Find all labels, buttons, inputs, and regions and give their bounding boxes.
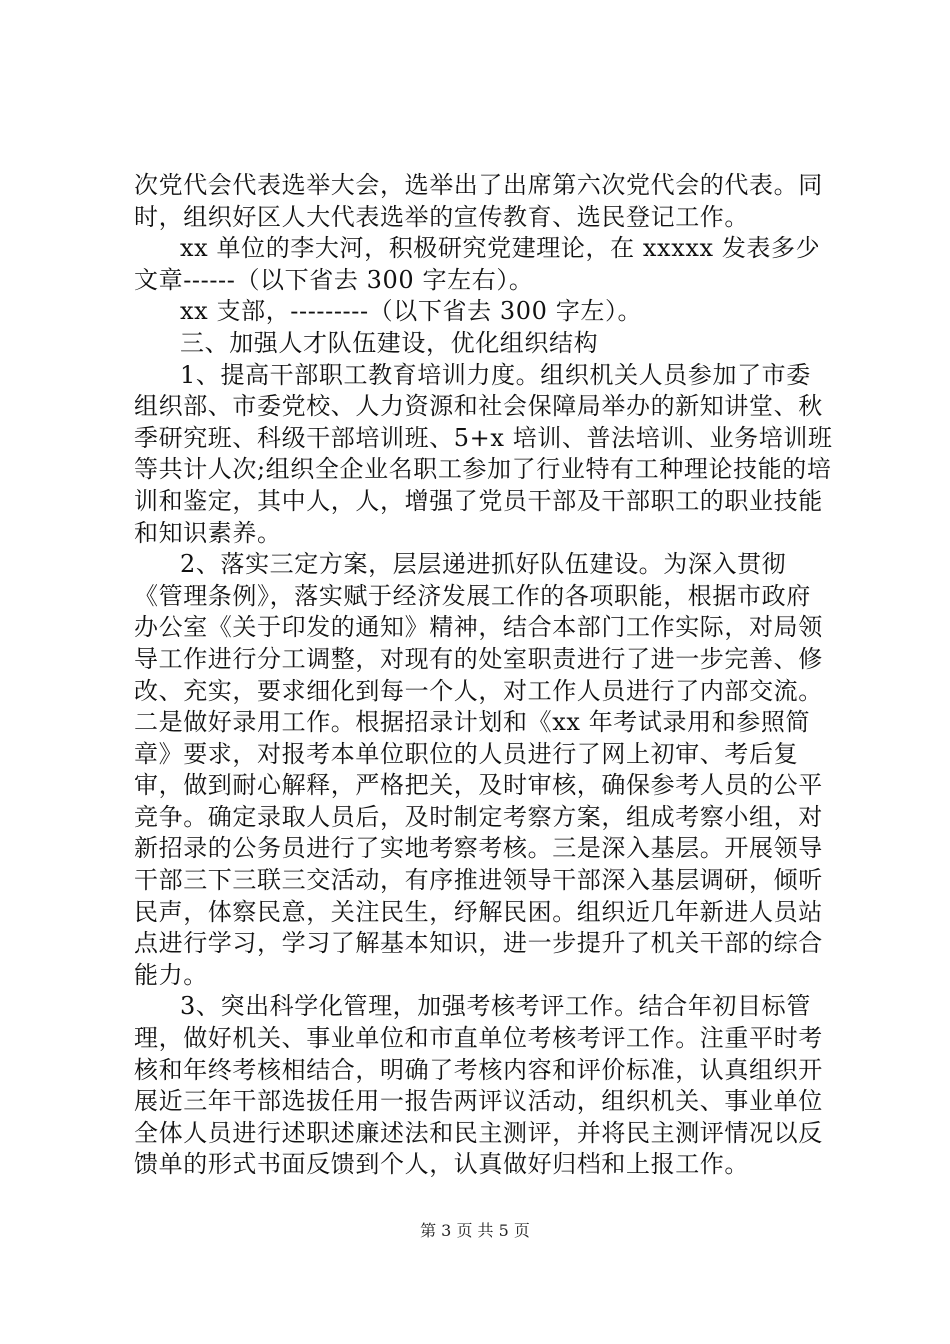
page-number-footer: 第 3 页 共 5 页 xyxy=(420,1221,530,1240)
paragraph-training: 1、提高干部职工教育培训力度。组织机关人员参加了市委组织部、市委党校、人力资源和社会保障局举办的新知讲堂、秋季研究班、科级干部培训班、5+x 培训、普法培训、业务培训班等共计人次;组织全企业名职工参加了行业特有工种理论技能的培训和鉴定，其中人，人，增强了党员干部及干部职工的职业技能和知识素养。 xyxy=(134,360,833,547)
paragraph-team-building: 2、落实三定方案，层层递进抓好队伍建设。为深入贯彻《管理条例》，落实赋于经济发展工作的各项职能，根据市政府办公室《关于印发的通知》精神，结合本部门工作实际，对局领导工作进行分工调整，对现有的处室职责进行了进一步完善、修改、充实，要求细化到每一个人，对工作人员进行了内部交流。二是做好录用工作。根据招录计划和《xx 年考试录用和参照简章》要求，对报考本单位职位的人员进行了网上初审、考后复审，做到耐心解释，严格把关，及时审核，确保参考人员的公平竞争。确定录取人员后，及时制定考察方案，组成考察小组，对新招录的公务员进行了实地考察考核。三是深入基层。开展领导干部三下三联三交活动，有序推进领导干部深入基层调研，倾听民声，体察民意，关注民生，纾解民困。组织近几年新进人员站点进行学习，学习了解基本知识，进一步提升了机关干部的综合能力。 xyxy=(134,550,823,989)
paragraph-li-dahe: xx 单位的李大河，积极研究党建理论，在 xxxxx 发表多少文章------（以下省去 300 字左右）。 xyxy=(134,234,821,294)
section-heading-talent: 三、加强人才队伍建设，优化组织结构 xyxy=(180,328,599,357)
paragraph-assessment: 3、突出科学化管理，加强考核考评工作。结合年初目标管理，做好机关、事业单位和市直单位考核考评工作。注重平时考核和年终考核相结合，明确了考核内容和评价标准，认真组织开展近三年干部选拔任用一报告两评议活动，组织机关、事业单位全体人员进行述职述廉述法和民主测评，并将民主测评情况以反馈单的形式书面反馈到个人，认真做好归档和上报工作。 xyxy=(134,992,823,1179)
paragraph-branch: xx 支部，---------（以下省去 300 字左）。 xyxy=(180,297,643,326)
document-body xyxy=(134,170,834,1181)
paragraph-election: 次党代会代表选举大会，选举出了出席第六次党代会的代表。同时，组织好区人大代表选举的宣传教育、选民登记工作。 xyxy=(134,171,823,231)
